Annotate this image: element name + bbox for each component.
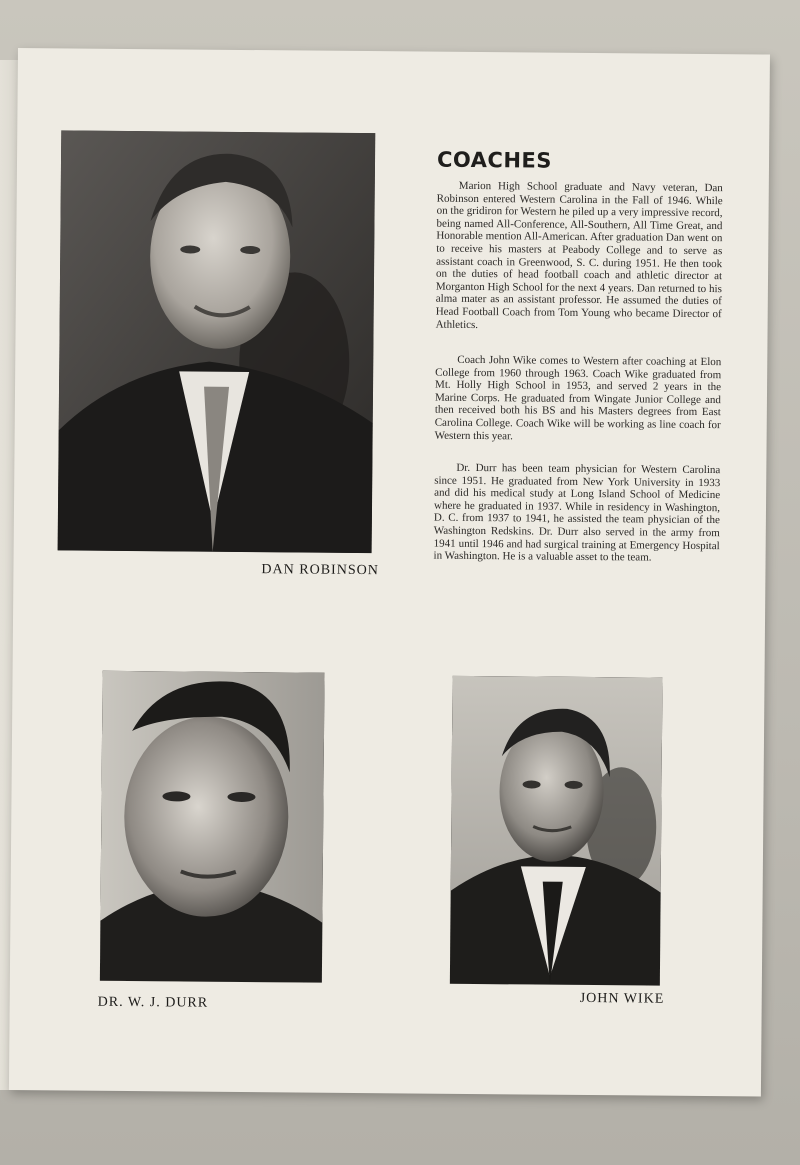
dan-robinson-caption: DAN ROBINSON bbox=[261, 562, 379, 579]
john-wike-caption: JOHN WIKE bbox=[579, 990, 665, 1007]
dr-durr-caption: DR. W. J. DURR bbox=[97, 994, 209, 1011]
dan-robinson-bio: Marion High School graduate and Navy veteran, Dan Robinson entered Western Carolina in the Fall of 1946. While on the gridiron for Western he piled up a very impressive record, being named All-Conference, All-Southern, All Time Great, and Honorable mention All-American. After graduation Dan went on to receive his masters at Peabody College and to serve as assistant coach in Greenwood, S. C. during 1951. He then took on the duties of head football coach and athletic director at Morganton High School for the next 4 years. Dan returned to his alma mater as an assistant professor. He assumed the duties of Head Football Coach from Tom Young who became Director of Athletics. bbox=[435, 179, 723, 331]
yearbook-page bbox=[9, 48, 770, 1097]
dr-durr-photo bbox=[100, 671, 325, 983]
page-title: COACHES bbox=[436, 147, 553, 173]
dan-robinson-photo bbox=[58, 130, 376, 553]
dr-durr-bio: Dr. Durr has been team physician for Western Carolina since 1951. He graduated from New York University in 1933 and did his medical study at Long Island School of Medicine where he graduated in 1937. While in residency in Washington, D. C. from 1937 to 1941, he assisted the team physician of the Washington Redskins. Dr. Durr also served in the army from 1941 until 1946 and had surgical training at Emergency Hospital in Washington. He is a valuable asset to the team. bbox=[433, 461, 721, 564]
john-wike-bio: Coach John Wike comes to Western after coaching at Elon College from 1960 through 1963. Coach Wike graduated from Mt. Holly High School in 1953, and served 2 years in the Marine Corps. He graduated from Wingate Junior College and then received both his BS and his Masters degrees from East Carolina College. Coach Wike will be working as line coach for Western this year. bbox=[434, 353, 722, 442]
john-wike-photo bbox=[450, 676, 663, 986]
